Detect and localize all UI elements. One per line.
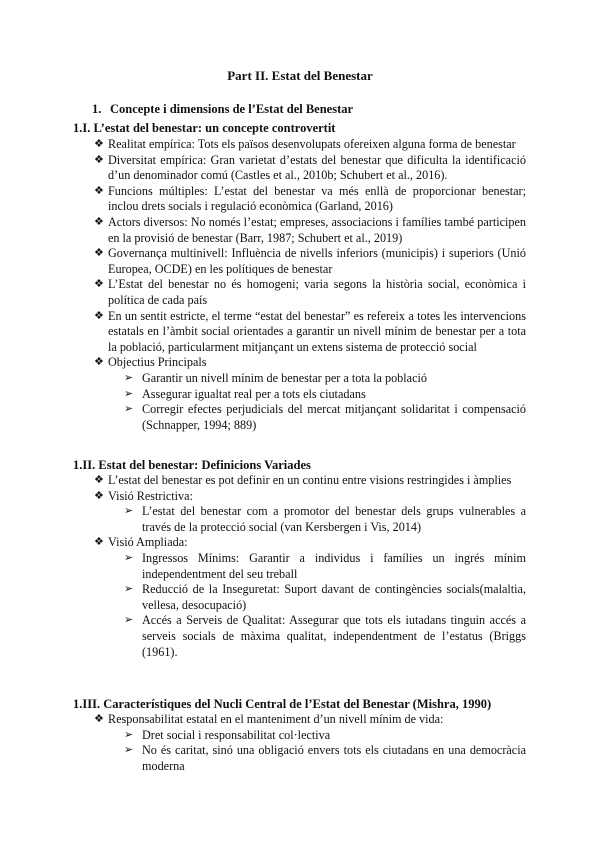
diamond-bullet-icon: ❖ — [94, 474, 104, 486]
page-title: Part II. Estat del Benestar — [227, 68, 373, 83]
arrow-bullet-icon: ➢ — [124, 551, 134, 564]
diamond-bullet-icon: ❖ — [94, 138, 104, 150]
broad-list — [108, 551, 526, 660]
sub-list-item: ➢ Reducció de la Inseguretat: Suport davant de contingències socials(malaltia, vellesa, desocupació) — [124, 582, 526, 612]
diamond-bullet-icon: ❖ — [94, 356, 104, 369]
arrow-bullet-icon: ➢ — [124, 403, 134, 416]
arrow-bullet-icon: ➢ — [124, 371, 134, 384]
list-item: ❖ Responsabilitat estatal en el manteniment d’un nivell mínim de vida: ➢ Dret social i responsabilitat col·lectiva ➢ No és caritat, sinó una obligació envers tots els ciutadans en una democràcia moderna — [94, 712, 526, 773]
subsection-1-list — [94, 137, 526, 433]
sub-list-item: ➢ Corregir efectes perjudicials del mercat mitjançant solidaritat i compensació (Schnapper, 1994; 889) — [124, 402, 526, 432]
list-item: ❖ L’Estat del benestar no és homogeni; varia segons la història social, econòmica i política de cada país — [94, 277, 526, 307]
diamond-bullet-icon: ❖ — [94, 309, 104, 322]
diamond-bullet-icon: ❖ — [94, 184, 104, 197]
list-item-restrictive: ❖ Visió Restrictiva: ➢ L’estat del benestar com a promotor del benestar dels grups vulnerables a través de la protecció social (van Kersbergen i Vis, 2014) — [94, 488, 526, 534]
arrow-bullet-icon: ➢ — [124, 505, 134, 518]
sub-list-item: ➢ No és caritat, sinó una obligació envers tots els ciutadans en una democràcia moderna — [124, 743, 526, 773]
responsibility-list — [108, 728, 526, 775]
arrow-bullet-icon: ➢ — [124, 614, 134, 627]
list-item: ❖ Realitat empírica: Tots els països desenvolupats ofereixen alguna forma de benestar — [94, 137, 516, 151]
sub-list-item: ➢ Accés a Serveis de Qualitat: Assegurar que tots els iutadans tinguin accés a serveis socials de màxima qualitat, independentment de l’estatus (Briggs (1961). — [124, 613, 526, 659]
list-item-objectives: ❖ Objectius Principals ➢ Garantir un nivell mínim de benestar per a tota la població ➢ Assegurar igualtat real per a tots els ciutadans ➢ Corregir efectes perjudicials del mercat mitjançant solidaritat i compensació (Schnapper, 1994; 889) — [94, 355, 526, 432]
list-item: ❖ Diversitat empírica: Gran varietat d’estats del benestar que dificulta la identificació d’un denominador comú (Castles et al., 2010b; Schubert et al., 2016). — [94, 152, 526, 183]
diamond-bullet-icon: ❖ — [94, 247, 104, 260]
diamond-bullet-icon: ❖ — [94, 536, 104, 549]
sub-list-item: ➢ Dret social i responsabilitat col·lectiva — [124, 727, 331, 742]
arrow-bullet-icon: ➢ — [124, 583, 134, 596]
diamond-bullet-icon: ❖ — [94, 215, 104, 228]
diamond-bullet-icon: ❖ — [94, 278, 104, 291]
list-item: ❖ L’estat del benestar es pot definir en un continu entre visions restringides i àmplies — [94, 473, 512, 487]
arrow-bullet-icon: ➢ — [124, 387, 134, 400]
sub-list-item: ➢ L’estat del benestar com a promotor del benestar dels grups vulnerables a través de la protecció social (van Kersbergen i Vis, 2014) — [124, 504, 526, 534]
sub-list-item: ➢ Garantir un nivell mínim de benestar per a tota la població — [124, 370, 427, 385]
section-title: Concepte i dimensions de l’Estat del Benestar — [110, 102, 354, 116]
subsection-heading-1: 1.I. L’estat del benestar: un concepte controvertit — [73, 121, 336, 135]
diamond-bullet-icon: ❖ — [94, 153, 104, 166]
restrictive-list — [108, 504, 526, 535]
objectives-list — [108, 371, 526, 433]
list-item: ❖ Funcions múltiples: L’estat del benestar va més enllà de proporcionar benestar; inclou drets socials i regulació econòmica (Garland, 2016) — [94, 183, 526, 214]
arrow-bullet-icon: ➢ — [124, 744, 134, 757]
list-item: ❖ En un sentit estricte, el terme “estat del benestar” es refereix a totes les intervencions estatals en l’àmbit social orientades a garantir un nivell mínim de benestar per a tota la població, particularment mitjançant un extens sistema de protecció social — [94, 308, 526, 354]
list-item: ❖ Governança multinivell: Influència de nivells inferiors (municipis) i superiors (Unió Europea, OCDE) en les polítiques de benestar — [94, 246, 526, 276]
section-number: 1. — [92, 102, 102, 116]
arrow-bullet-icon: ➢ — [124, 728, 134, 741]
sub-list-item: ➢ Ingressos Mínims: Garantir a individus i famílies un ingrés mínim independentment del seu treball — [124, 550, 526, 581]
subsection-2-list — [94, 473, 526, 660]
sub-list-item: ➢ Assegurar igualtat real per a tots els ciutadans — [124, 386, 366, 401]
section-heading — [92, 102, 353, 118]
subsection-3-list — [94, 712, 526, 774]
subsection-heading-2: 1.II. Estat del benestar: Definicions Variades — [73, 458, 311, 472]
diamond-bullet-icon: ❖ — [94, 489, 104, 502]
list-item-broad: ❖ Visió Ampliada: ➢ Ingressos Mínims: Garantir a individus i famílies un ingrés mínim independentment del seu treball ➢ Reducció de la Inseguretat: Suport davant de contingències socials(malaltia, vellesa, desocupació) ➢ Accés a Serveis de Qualitat: Assegurar que tots els iutadans tinguin accés a serveis socials de màxima qualitat, independentment de l’estatus (Briggs (1961). — [94, 535, 526, 659]
subsection-heading-3: 1.III. Característiques del Nucli Central de l’Estat del Benestar (Mishra, 1990) — [73, 697, 492, 711]
diamond-bullet-icon: ❖ — [94, 713, 104, 725]
list-item: ❖ Actors diversos: No només l’estat; empreses, associacions i famílies també participen en la provisió de benestar (Barr, 1987; Schubert et al., 2019) — [94, 214, 526, 245]
